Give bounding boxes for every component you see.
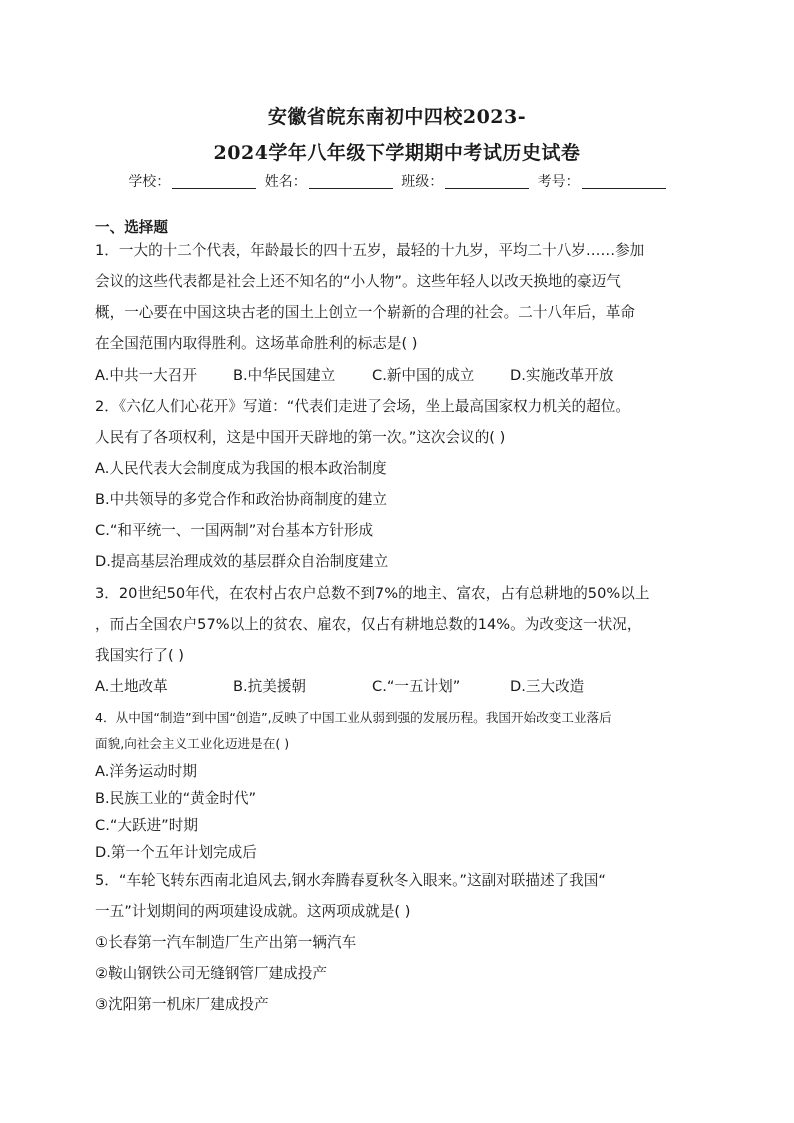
question-text-line: 在全国范围内取得胜利。这场革命胜利的标志是( ) bbox=[95, 335, 418, 352]
number-label: 考号： bbox=[537, 174, 580, 190]
question-text-line: 一五”计划期间的两项建设成就。这两项成就是( ) bbox=[95, 903, 411, 920]
exam-title-line1: 安徽省皖东南初中四校2023- bbox=[267, 106, 527, 128]
q4-option-b[interactable]: B.民族工业的“黄金时代” bbox=[95, 790, 257, 807]
q5-item-1: ①长春第一汽车制造厂生产出第一辆汽车 bbox=[95, 934, 357, 951]
question-text-line: 3．20世纪50年代，在农村占农户总数不到7%的地主、富农，占有总耕地的50%以上 bbox=[95, 585, 650, 602]
number-blank[interactable] bbox=[582, 174, 666, 189]
q1-option-c[interactable]: C.新中国的成立 bbox=[372, 367, 475, 384]
name-blank[interactable] bbox=[309, 174, 393, 189]
question-text-line: 4．从中国“制造”到中国“创造”,反映了中国工业从弱到强的发展历程。我国开始改变工业落后 bbox=[95, 710, 612, 725]
q4-option-a[interactable]: A.洋务运动时期 bbox=[95, 763, 197, 780]
question-text-line: 2．《六亿人们心花开》写道：“代表们走进了会场，坐上最高国家权力机关的超位。 bbox=[95, 398, 630, 415]
q1-option-d[interactable]: D.实施改革开放 bbox=[510, 367, 614, 384]
q2-option-a[interactable]: A.人民代表大会制度成为我国的根本政治制度 bbox=[95, 460, 387, 477]
question-text-line: 我国实行了( ) bbox=[95, 647, 184, 664]
q3-option-b[interactable]: B.抗美援朝 bbox=[233, 678, 307, 695]
q4-option-c[interactable]: C.“大跃进”时期 bbox=[95, 817, 198, 834]
school-label: 学校： bbox=[128, 174, 171, 190]
exam-title-line2: 2024学年八年级下学期期中考试历史试卷 bbox=[213, 142, 581, 164]
question-text-line: 会议的这些代表都是社会上还不知名的“小人物”。这些年轻人以改天换地的豪迈气 bbox=[95, 273, 621, 290]
class-label: 班级： bbox=[401, 174, 444, 190]
name-label: 姓名： bbox=[264, 174, 307, 190]
question-text-line: 5．“车轮飞转东西南北追风去,钢水奔腾春夏秋冬入眼来。”这副对联描述了我国“ bbox=[95, 872, 606, 889]
q1-option-a[interactable]: A.中共一大召开 bbox=[95, 367, 197, 384]
q5-item-2: ②鞍山钢铁公司无缝钢管厂建成投产 bbox=[95, 965, 327, 982]
q3-option-c[interactable]: C.“一五计划” bbox=[372, 678, 461, 695]
question-text-line: 人民有了各项权利，这是中国开天辟地的第一次。”这次会议的( ) bbox=[95, 429, 506, 446]
q5-item-3: ③沈阳第一机床厂建成投产 bbox=[95, 996, 269, 1013]
q3-option-d[interactable]: D.三大改造 bbox=[510, 678, 585, 695]
q1-option-b[interactable]: B.中华民国建立 bbox=[233, 367, 336, 384]
q3-option-a[interactable]: A.土地改革 bbox=[95, 678, 168, 695]
class-blank[interactable] bbox=[445, 174, 529, 189]
question-text-line: 1．一大的十二个代表，年龄最长的四十五岁，最轻的十九岁，平均二十八岁……参加 bbox=[95, 242, 645, 259]
student-info-row bbox=[0, 171, 794, 191]
question-text-line: ，而占全国农户57%以上的贫农、雇农，仅占有耕地总数的14%。为改变这一状况， bbox=[95, 616, 642, 633]
q4-option-d[interactable]: D.第一个五年计划完成后 bbox=[95, 844, 257, 861]
section-heading: 一、选择题 bbox=[95, 219, 168, 236]
q2-option-d[interactable]: D.提高基层治理成效的基层群众自治制度建立 bbox=[95, 553, 389, 570]
school-blank[interactable] bbox=[172, 174, 256, 189]
q2-option-c[interactable]: C.“和平统一、一国两制”对台基本方针形成 bbox=[95, 522, 374, 539]
question-text-line: 概，一心要在中国这块古老的国土上创立一个崭新的合理的社会。二十八年后，革命 bbox=[95, 304, 635, 321]
question-text-line: 面貌,向社会主义工业化迈进是在( ) bbox=[95, 736, 290, 751]
q2-option-b[interactable]: B.中共领导的多党合作和政治协商制度的建立 bbox=[95, 491, 387, 508]
